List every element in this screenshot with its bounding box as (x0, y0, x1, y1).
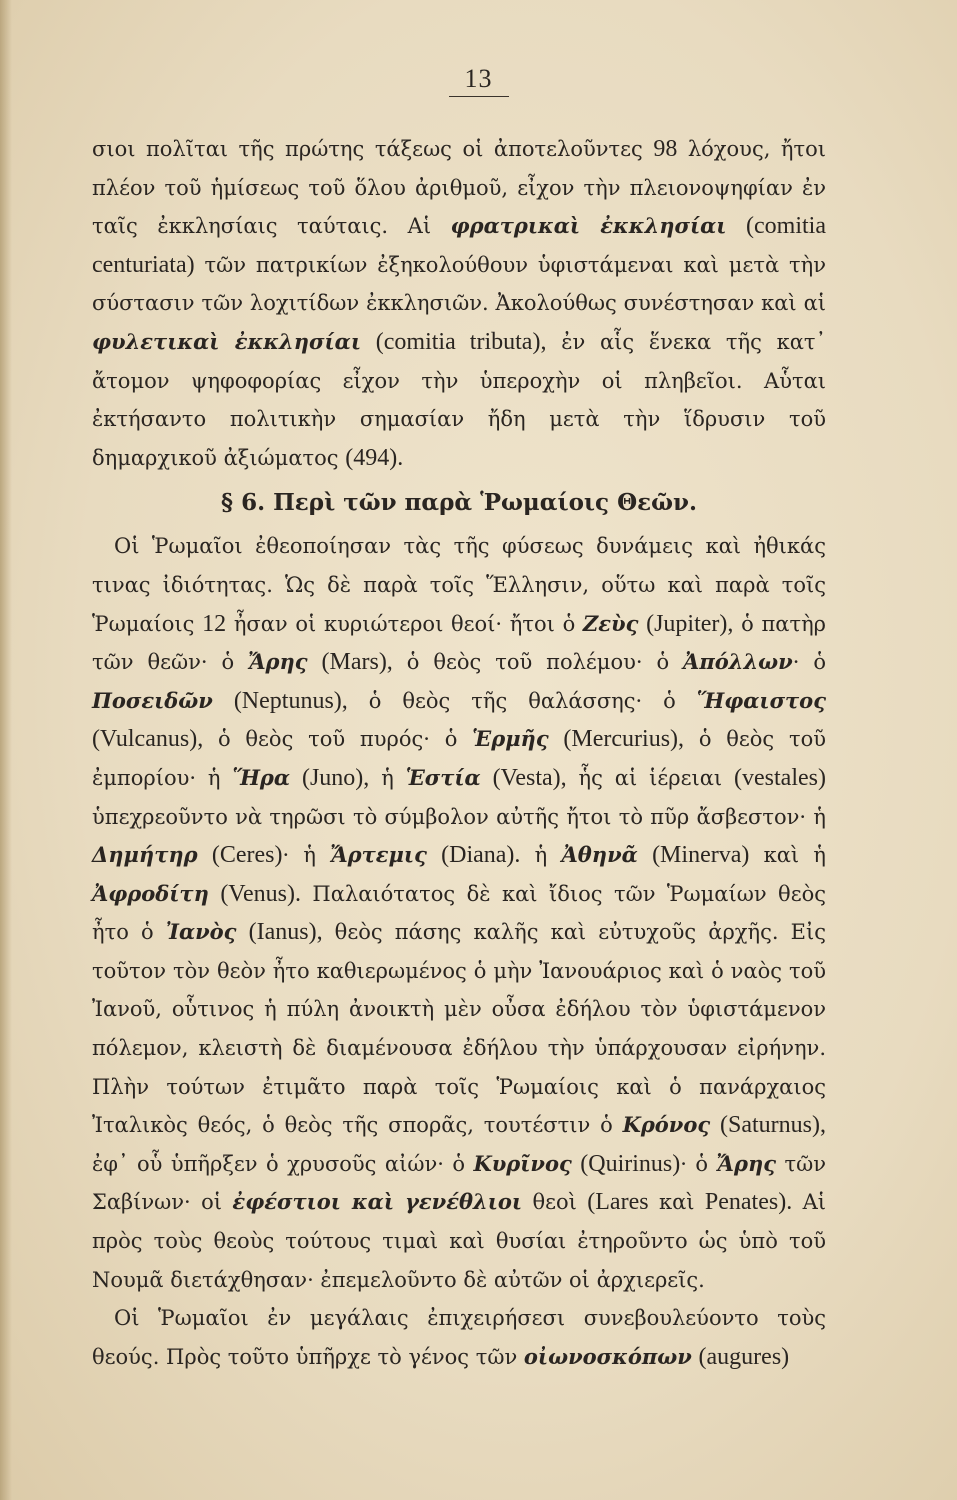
text-run: καὶ ἡ (749, 843, 826, 868)
emphasized-term: Ἑρμῆς (472, 726, 549, 752)
text-run: ὁ θεὸς τοῦ ἐμπορίου· ἡ (92, 727, 826, 790)
text-run: ὁ θεὸς τῆς θαλάσσης· ὁ (347, 688, 697, 713)
section-heading: § 6. Περὶ τῶν παρὰ Ῥωμαίοις Θεῶν. (221, 489, 697, 517)
latin-term: (Diana). (441, 842, 521, 869)
text-run: · ὁ (792, 650, 826, 675)
latin-term: (Mars), (321, 649, 393, 676)
emphasized-term: Ἄρτεμις (330, 842, 427, 868)
text-run: · ὁ (680, 1151, 717, 1176)
paragraph-3 (92, 1299, 826, 1376)
emphasized-term: Ἰανὸς (165, 919, 237, 945)
text-run: ἡ (369, 765, 406, 790)
emphasized-term: Ἥρα (232, 764, 291, 790)
emphasized-term: φυλετικαὶ ἐκκλησίαι (92, 328, 362, 354)
text-run (726, 214, 746, 238)
emphasized-term: φρατρικαὶ ἐκκλησίαι (450, 213, 727, 239)
emphasized-term: Ζεὺς (582, 610, 639, 636)
body-text (92, 130, 826, 1376)
text-run: τῶν Σαβίνων· οἱ (92, 1151, 826, 1215)
latin-term: (comitia centuriata) (92, 213, 826, 278)
emphasized-term: Κυρῖνος (473, 1150, 572, 1176)
text-run: Παλαιότατος δὲ καὶ ἴδιος τῶν Ῥωμαίων θεὸς ἦτο ὁ (92, 881, 826, 945)
emphasized-term: Ποσειδῶν (92, 687, 213, 713)
emphasized-term: Ἀφροδίτη (92, 880, 209, 906)
text-run: καὶ (648, 1190, 705, 1215)
latin-term: (Ceres) (211, 842, 283, 869)
emphasized-term: Κρόνος (622, 1112, 711, 1138)
text-run: ἐν αἷς ἕνεκα τῆς κατ᾽ ἄτομον ψηφοφορίας εἶχον τὴν ὑπεροχὴν οἱ πληβεῖοι. Αὗται ἐκτήσαντο πολιτικὴν σημασίαν ἤδη μετὰ τὴν ἵδρυσιν τοῦ δημαρχικοῦ ἀξιώματος (92, 329, 826, 470)
emphasized-term: Ἀθηνᾶ (561, 842, 638, 868)
latin-term: (Quirinus) (580, 1150, 681, 1177)
latin-term: (Neptunus), (233, 687, 348, 714)
emphasized-term: Ἄρης (248, 649, 308, 675)
latin-term: (Minerva) (652, 842, 750, 869)
text-run (549, 727, 564, 751)
paragraph-2 (92, 527, 826, 1299)
latin-term: (comitia tributa), (375, 328, 547, 355)
emphasized-term: οἰωνοσκόπων (523, 1343, 692, 1369)
latin-term: 98 (653, 136, 678, 162)
latin-term: (Saturnus), (720, 1112, 826, 1139)
latin-term: (494). (345, 444, 404, 471)
text-run: θεὸς πάσης καλῆς καὶ εὐτυχοῦς ἀρχῆς. Εἰς τοῦτον τὸν θεὸν ἦτο καθιερωμένος ὁ μὴν Ἰανουάριος καὶ ὁ ναὸς τοῦ Ἰανοῦ, οὗτινος ἡ πύλη ἀνοικτὴ μὲν οὖσα ἐδήλου τὸν ὑφιστάμενον πόλεμον, κλειστὴ δὲ διαμένουσα ἐδήλου τὴν ὑπάρχουσαν εἰρήνην. Πλὴν τούτων ἐτιμᾶτο παρὰ τοῖς Ῥωμαίοις καὶ ὁ πανάρχαιος Ἰταλικὸς θεός, ὁ θεὸς τῆς σπορᾶς, τουτέστιν ὁ (92, 920, 826, 1138)
text-run (236, 920, 248, 944)
text-run: ὁ θεὸς τοῦ πολέμου· ὁ (392, 650, 684, 675)
text-run (213, 689, 234, 713)
latin-term: (vestales) (734, 764, 826, 791)
text-run (710, 1113, 720, 1137)
text-run (427, 843, 441, 867)
text-run: ἡ (520, 843, 562, 868)
text-run: ἐφ᾽ οὗ ὑπῆρξεν ὁ χρυσοῦς αἰών· ὁ (92, 1151, 474, 1176)
text-run: λόχους, ἤτοι πλέον τοῦ ἡμίσεως τοῦ ὅλου ἀριθμοῦ, εἶχον τὴν πλειονοψηφίαν ἐν ταῖς ἐκκλησίαις ταύταις. Αἱ (92, 137, 826, 239)
latin-term: (Ianus), (248, 919, 323, 946)
latin-term: 12 (202, 610, 227, 637)
text-run (638, 612, 646, 636)
latin-term: (augures) (698, 1343, 790, 1370)
text-run (572, 1152, 580, 1176)
latin-term: (Mercurius), (563, 726, 685, 753)
text-run: ἦσαν οἱ κυριώτεροι θεοί· ἤτοι ὁ (226, 611, 583, 636)
latin-term: Penates). (704, 1189, 793, 1216)
text-run: · ἡ (282, 843, 331, 868)
text-run (290, 766, 302, 790)
latin-term: (Lares (587, 1189, 649, 1216)
emphasized-term: Δημήτηρ (92, 842, 198, 868)
paragraph-1 (92, 130, 826, 477)
text-run: ὑπεχρεοῦντο νὰ τηρῶσι τὸ σύμβολον αὐτῆς ἤτοι τὸ πῦρ ἄσβεστον· ἡ (92, 804, 826, 829)
text-run (638, 843, 652, 867)
page-header (0, 64, 957, 97)
text-run: ἧς αἱ ἱέρειαι (566, 765, 735, 790)
text-run: ὁ πατὴρ τῶν θεῶν· ὁ (92, 611, 826, 675)
latin-term: (Vulcanus), (92, 726, 204, 753)
text-run: Οἱ Ῥωμαῖοι ἐν μεγάλαις ἐπιχειρήσεσι συνεβουλεύοντο τοὺς θεούς. Πρὸς τοῦτο ὑπῆρχε τὸ γένος τῶν (92, 1306, 826, 1369)
text-run: τῶν πατρικίων ἐξηκολούθουν ὑφιστάμεναι καὶ μετὰ τὴν σύστασιν τῶν λοχιτίδων ἐκκλησιῶν. Ἀκολούθως συνέστησαν καὶ αἱ (92, 252, 826, 316)
emphasized-term: Ἑστία (405, 764, 481, 790)
text-run: σιοι πολῖται τῆς πρώτης τάξεως οἱ ἀποτελοῦντες (92, 137, 654, 161)
text-run (692, 1345, 699, 1369)
text-run: ὁ θεὸς τοῦ πυρός· ὁ (203, 727, 473, 752)
emphasized-term: Ἥφαιστος (696, 687, 826, 713)
latin-term: (Vesta), (492, 764, 567, 791)
text-run: θεοὶ (522, 1190, 588, 1215)
text-run: Αἱ πρὸς τοὺς θεοὺς τούτους τιμαὶ καὶ θυσίαι ἐτηροῦντο ὡς ὑπὸ τοῦ Νουμᾶ διετάχθησαν· ἐπεμελοῦντο δὲ αὐτῶν οἱ ἀρχιερεῖς. (92, 1190, 827, 1292)
page-edge-shadow (0, 0, 12, 1500)
latin-term: (Venus). (220, 880, 301, 907)
latin-term: (Jupiter), (646, 610, 734, 637)
text-run: Οἱ Ῥωμαῖοι ἐθεοποίησαν τὰς τῆς φύσεως δυνάμεις καὶ ἠθικάς τινας ἰδιότητας. Ὡς δὲ παρὰ τοῖς Ἕλλησιν, οὕτω καὶ παρὰ τοῖς Ῥωμαίοις (92, 534, 826, 636)
text-run (308, 650, 322, 674)
page-number: 13 (449, 64, 509, 97)
emphasized-term: ἐφέστιοι καὶ γενέθλιοι (232, 1189, 523, 1215)
latin-term: (Juno), (301, 764, 370, 791)
text-run (481, 766, 493, 790)
emphasized-term: Ἀπόλλων (683, 649, 793, 675)
text-run (209, 882, 220, 906)
emphasized-term: Ἄρης (716, 1150, 777, 1176)
text-run (361, 330, 376, 354)
text-run (198, 843, 212, 867)
